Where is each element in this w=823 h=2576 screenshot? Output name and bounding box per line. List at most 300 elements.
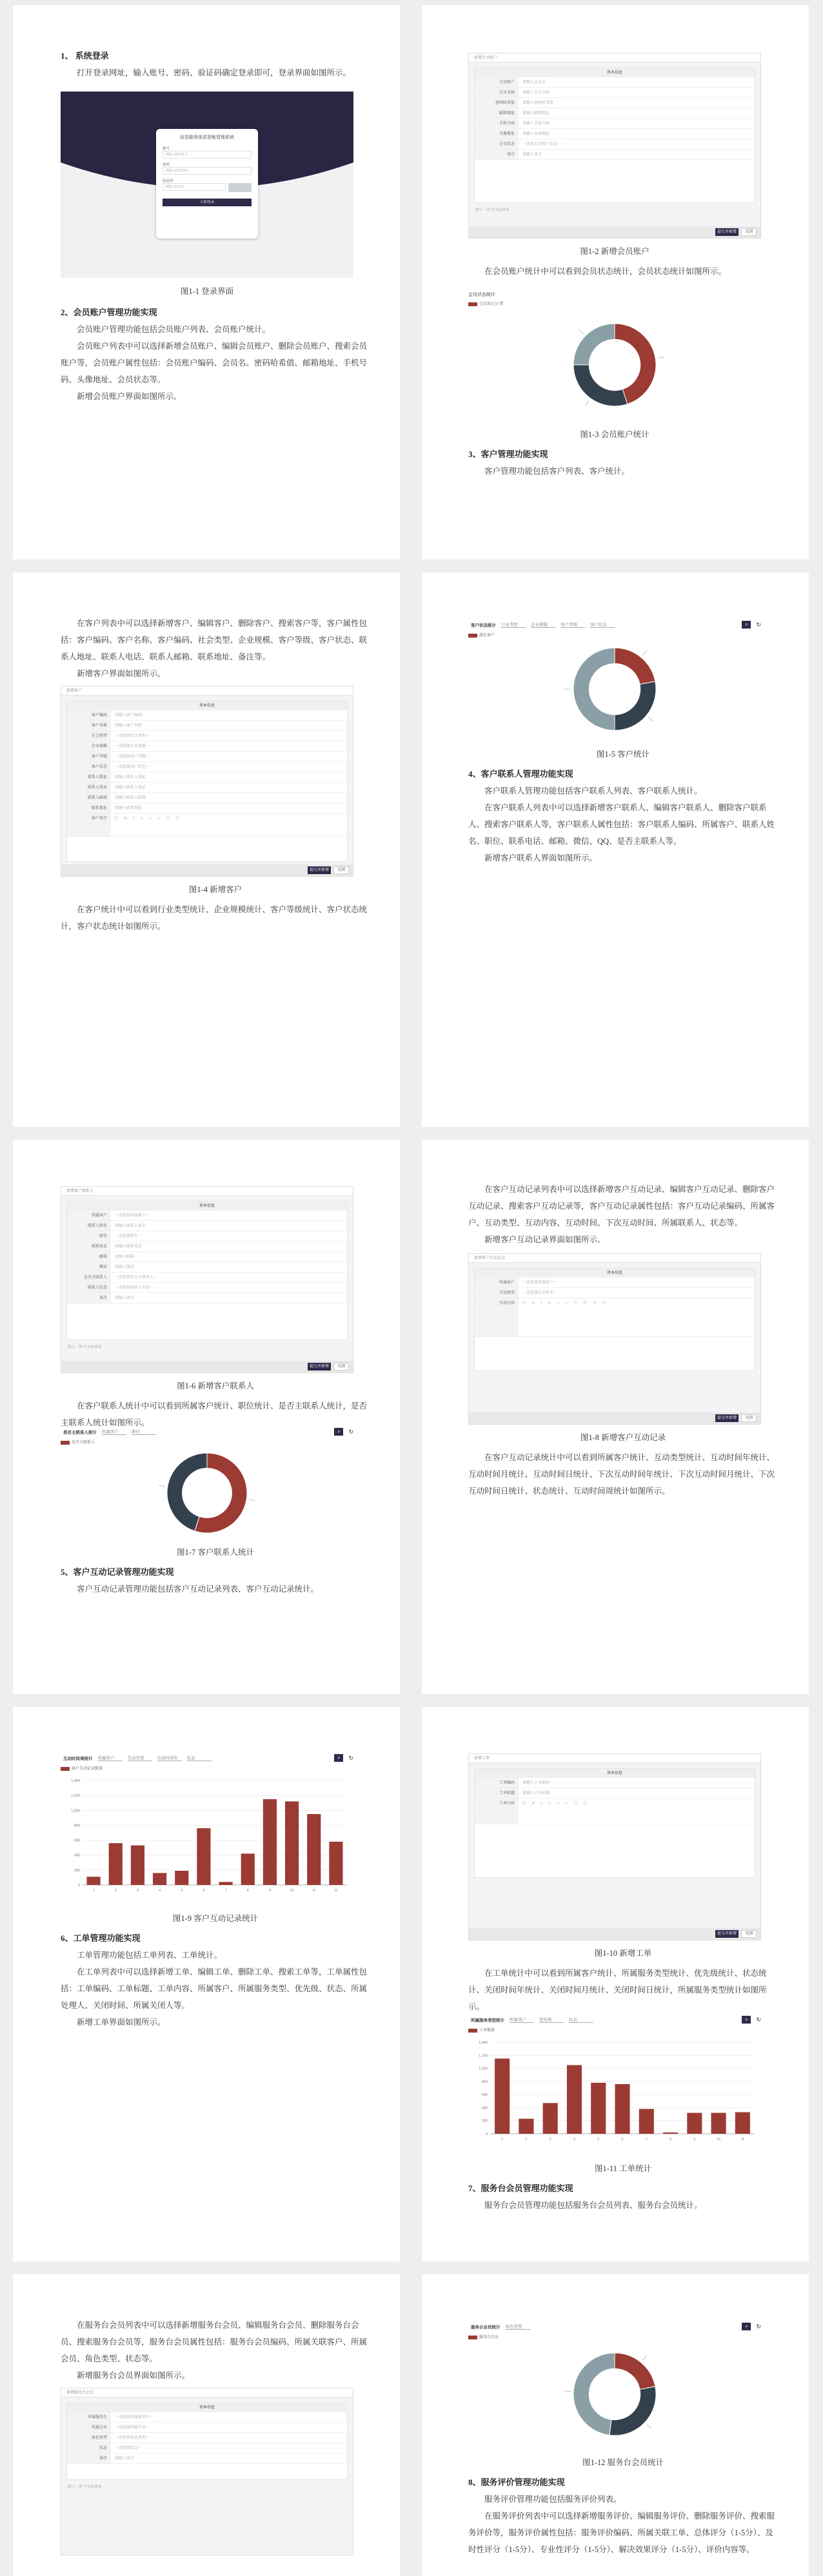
rich-text-editor[interactable]: ☐ B I U ≡ ≡ ☐ ☐ [522,1802,590,1806]
legend-label: 已启用/已正常 [479,302,504,306]
figure-caption: 图1-6 新增客户联系人 [177,1381,254,1390]
bar [131,1846,144,1885]
bar [543,2103,558,2134]
username-label: 账号 [163,147,170,151]
field-input[interactable]: 请输入邮箱地址 [522,112,550,115]
field-input[interactable]: 请输入联系人姓名 [115,1224,146,1228]
filter-select[interactable]: 行业类型 [501,621,526,628]
form-row [67,731,347,741]
refresh-icon[interactable]: ↻ [756,2016,761,2023]
bar [307,1814,321,1885]
field-input[interactable]: 一请选择是否主联系人一 [115,1276,158,1280]
submit-button[interactable]: 提交并新增 [308,1363,331,1371]
document-page-2 [422,5,809,560]
form-row [475,1788,755,1799]
section-heading: 2、会员账户管理功能实现 [61,307,157,317]
y-tick-label: 600 [74,1839,80,1843]
legend-label: 工单数量 [479,2029,495,2033]
legend-swatch [468,302,477,306]
username-input[interactable]: 请输入您的账号 [163,151,252,159]
field-input[interactable]: 一请选择角色类型一 [115,2436,150,2440]
field-label: 联系人电话 [67,783,111,792]
bar [735,2113,750,2134]
refresh-icon[interactable]: ↻ [348,1754,353,1761]
dialog-footer [469,226,760,238]
legend-label: 是否主联系人 [72,1441,95,1445]
paragraph: 在服务台会员列表中可以选择新增服务台会员、编辑服务台会员、删除服务台会员、搜索服务台会员等，服务台会员属性包括：服务台会员编码、所属关联客户、所属会员、角色类型、状态等。 [61,2321,368,2363]
form-row [475,88,755,98]
bar [687,2113,702,2134]
paragraph: 在客户统计中可以看到行业类型统计、企业规模统计、客户等级统计、客户状态统计，客户状态统计如图所示。 [61,905,368,931]
bar [663,2132,678,2134]
bar [263,1799,277,1885]
bar [219,1882,232,1885]
chart-legend [468,2334,761,2339]
y-tick-label: 200 [481,2119,488,2123]
x-tick-label: 9 [693,2138,696,2142]
y-tick-label: 600 [481,2093,488,2098]
field-label: 状态 [67,2443,111,2453]
field-label: 会员名称 [475,88,519,97]
paragraph: 客户管理功能包括客户列表、客户统计。 [484,467,630,476]
paragraph: 服务评价管理功能包括服务评价列表。 [484,2495,622,2504]
form-row [475,119,755,129]
legend-swatch [468,2336,477,2339]
legend-label: 客户互动记录数量 [72,1767,103,1771]
slice-leader-line [564,2391,571,2392]
paragraph: 在服务评价列表中可以选择新增服务评价、编辑服务评价、删除服务评价、搜索服务评价等，服务评价属性包括：服务评价编码、所属关联工单、总体评分（1-5分）、及时性评分（1-5分）、专业性评分（1-5分）、解决效果评分（1-5分）、评价内容等。 [468,2512,775,2554]
field-input[interactable]: 请输入微信 [115,1265,135,1269]
form-row [67,752,347,762]
login-screenshot [61,92,353,278]
close-button[interactable]: 关闭 [741,228,757,236]
search-icon[interactable]: ⌕ [742,621,751,629]
y-tick-label: 200 [74,1868,80,1873]
login-button[interactable]: 立即登录 [163,199,252,206]
x-tick-label: 7 [224,1889,227,1893]
submit-button[interactable]: 提交并新增 [715,1414,739,1422]
paragraph: 工单管理功能包括工单列表、工单统计。 [77,1951,223,1960]
dialog-title: 新增客户联系人 [61,1187,353,1196]
add-ticket-screenshot [468,1753,761,1940]
dialog-footer [469,1412,760,1424]
refresh-icon[interactable]: ↻ [756,621,761,628]
legend-swatch [468,634,477,638]
form-row [67,803,347,814]
y-tick-label: 1,400 [71,1779,80,1783]
x-tick-label: 8 [669,2138,671,2142]
field-label: 工单标题 [475,1788,519,1798]
bar [591,2083,606,2134]
document-page-6 [422,1140,809,1694]
section-heading: 7、服务台会员管理功能实现 [468,2183,573,2193]
x-tick-label: 5 [597,2138,600,2142]
form-panel [474,1268,755,1371]
x-tick-label: 9 [269,1889,271,1893]
x-tick-label: 11 [740,2138,744,2142]
field-label: 社会类型 [67,731,111,741]
slice-leader-line [585,400,589,405]
form-row [475,98,755,108]
donut-slice [573,2353,615,2435]
field-label: 联系人邮箱 [67,793,111,803]
filter-select[interactable]: 职位 [132,1429,156,1435]
filter-select[interactable]: 客户状态 [590,621,615,628]
field-input[interactable]: 请输入会员名称 [522,91,550,95]
donut-chart [61,1448,353,1538]
donut-chart [468,313,761,416]
donut-slice [615,681,656,730]
form-row [67,2423,347,2433]
field-input[interactable]: 一请选择联系人状态一 [115,1286,154,1290]
search-icon[interactable]: ⌕ [334,1428,343,1436]
chart-legend [468,632,761,638]
form-row [67,721,347,731]
form-section-title: 基本信息 [475,1269,755,1278]
refresh-icon[interactable]: ↻ [348,1428,353,1435]
bar [495,2058,510,2134]
field-input[interactable]: 请输入密码哈希值 [522,101,554,105]
field-label: 微信 [67,1262,111,1272]
field-input[interactable]: 一请选择互动类型一 [522,1291,558,1295]
paragraph: 在客户互动记录统计中可以看到所属客户统计、互动类型统计、互动时间年统计、互动时间月统计、互动时间日统计、下次互动时间年统计、下次互动时间月统计、下次互动时间日统计、状态统计、互动时间周统计如图所示。 [468,1453,775,1496]
document-page-10 [422,2274,809,2576]
form-row [475,129,755,139]
form-note: 提示：带*号为必填项 [475,208,510,212]
paragraph: 在客户联系人列表中可以选择新增客户联系人、编辑客户联系人、删除客户联系人、搜索客户联系人等，客户联系人属性包括：客户联系人编码、所属客户、联系人姓名、职位、联系电话、邮箱、微信、QQ、是否主联系人等。 [468,803,775,846]
section-heading: 8、服务评价管理功能实现 [468,2477,565,2487]
field-input[interactable]: 请输入联系电话 [115,1245,143,1249]
field-label: 备注 [67,1293,111,1303]
field-label: 密码哈希值 [475,98,519,108]
y-tick-label: 1,400 [479,2041,488,2045]
form-row [475,1278,755,1288]
section-heading: 1、 系统登录 [61,51,109,61]
paragraph: 会员账户管理功能包括会员账户列表、会员账户统计。 [77,325,271,334]
x-tick-label: 5 [181,1889,183,1893]
x-tick-label: 2 [114,1889,117,1893]
paragraph: 在客户列表中可以选择新增客户、编辑客户、删除客户、搜索客户等，客户属性包括：客户编码、客户名称、客户编码、社会类型、企业规模、客户等级、客户状态、联系人地址、联系人电话、联系人邮箱、联系地址、备注等。 [61,619,368,661]
rich-text-editor[interactable]: ☐ B I U ≡ ≡ ☐ ☐ ☐ ☐ [522,1302,609,1305]
paragraph: 在会员账户统计中可以看到会员状态统计，会员状态统计如图所示。 [484,267,727,276]
interaction-week-chart [61,1751,353,1906]
field-label: 备注 [475,150,519,159]
chart-toolbar [468,618,761,632]
dialog-title: 新增工单 [469,1754,760,1763]
chart-toolbar [61,1751,353,1765]
paragraph: 会员账户列表中可以选择新增会员账户、编辑会员账户、删除会员账户、搜索会员账户等，会员账户属性包括：会员账户编码、会员名、密码哈希值、邮箱地址、手机号码、头像地址、会员状态等。 [61,342,368,384]
paragraph: 在客户互动记录列表中可以选择新增客户互动记录、编辑客户互动记录、删除客户互动记录、搜索客户互动记录等，客户互动记录属性包括：客户互动记录编码、所属客户、互动类型、互动内容、互动时间、下次互动时间、所属联系人、状态等。 [468,1185,775,1227]
field-label: 工单内容 [475,1799,519,1824]
field-input[interactable]: 请输入备注 [115,1296,135,1300]
chart-title: 会员状态统计 [468,293,495,297]
field-label: 联系地址 [67,803,111,813]
field-input[interactable]: 一请选择客户等级一 [115,755,150,759]
chart-toolbar [468,2013,761,2027]
submit-button[interactable]: 提交并新增 [308,866,331,874]
y-tick-label: 1,000 [71,1809,80,1813]
login-card [156,129,258,239]
field-label: 联系人地址 [67,772,111,782]
close-button[interactable]: 关闭 [333,866,349,874]
field-label: 联系人状态 [67,1283,111,1293]
filter-select[interactable]: 所属客户 [510,2016,534,2023]
field-label: 头像地址 [475,129,519,139]
search-icon[interactable]: ⌕ [742,2016,751,2024]
form-panel [66,1201,348,1340]
field-input[interactable]: 请输入联系人地址 [115,776,146,779]
y-tick-label: 800 [74,1824,80,1828]
field-label: 邮箱 [67,1252,111,1262]
chart-toolbar [468,2319,761,2334]
form-row [67,2433,347,2443]
form-row [67,762,347,772]
paragraph: 在工单列表中可以选择新增工单、编辑工单、删除工单、搜索工单等，工单属性包括：工单编码、工单标题、工单内容、所属客户、所属服务类型、优先级、状态、所属处理人、关闭时间、所属关闭人等。 [61,1967,368,2010]
bar [197,1828,210,1885]
form-row [67,1252,347,1262]
legend-swatch [468,2029,477,2033]
y-tick-label: 800 [481,2080,488,2084]
form-row [475,1799,755,1824]
dialog-title: 新增客户 [61,687,353,696]
field-input[interactable]: 请输入联系人邮箱 [115,796,146,800]
donut-slice [615,648,655,685]
field-label: 客户等级 [67,752,111,761]
y-tick-label: 400 [481,2106,488,2111]
paragraph: 新增客户界面如图所示。 [77,669,166,678]
close-button[interactable]: 关闭 [741,1930,757,1938]
form-section-title: 基本信息 [67,1202,347,1211]
section-heading: 5、客户互动记录管理功能实现 [61,1567,174,1577]
field-input[interactable]: 请输入备注 [115,2457,135,2461]
filter-select[interactable]: 所属客户 [102,1429,126,1435]
slice-leader-line [658,357,664,358]
figure-caption: 图1-4 新增客户 [188,885,243,894]
figure-caption: 图1-8 新增客户互动记录 [580,1433,666,1442]
field-label: 所属客户 [475,1278,519,1287]
chart-legend [61,1439,353,1445]
y-tick-label: 0 [485,2132,488,2136]
main-contact-chart [61,1425,353,1541]
slice-leader-line [249,1499,255,1501]
bar [519,2119,533,2134]
field-input[interactable]: 一请选择所属会员一 [115,2426,150,2430]
field-label: 所属会员 [67,2423,111,2432]
field-input[interactable]: 一请选择社会类型一 [115,734,150,738]
field-input[interactable]: 请输入工单标题 [522,1791,550,1795]
close-button[interactable]: 关闭 [333,1363,349,1371]
field-label: 手机号码 [475,119,519,128]
filter-select[interactable]: 互动时间年 [157,1755,182,1761]
form-row [67,772,347,783]
paragraph: 客户互动记录管理功能包括客户互动记录列表、客户互动记录统计。 [77,1585,319,1594]
add-contact-screenshot [61,1186,353,1373]
field-label: 角色类型 [67,2433,111,2443]
form-section-title: 基本信息 [475,68,755,77]
paragraph: 新增客户联系人界面如图所示。 [484,854,598,863]
paragraph: 新增服务台会员界面如图所示。 [77,2371,190,2380]
field-label: 客户状态 [67,762,111,772]
field-input[interactable]: 请输入头像地址 [522,132,550,136]
donut-slice [573,365,628,406]
x-tick-label: 7 [645,2138,648,2142]
field-input[interactable]: 请输入会员名 [522,81,546,84]
paragraph: 新增会员账户界面如图所示。 [77,392,182,401]
figure-caption: 图1-10 新增工单 [594,1949,652,1958]
chart-legend [468,300,761,306]
legend-label: 服务台会员 [479,2336,499,2339]
field-input[interactable]: 请输入邮箱 [115,1255,135,1259]
form-row [67,1262,347,1273]
submit-button[interactable]: 提交并新增 [715,228,739,236]
dialog-footer [61,1361,353,1372]
filter-select[interactable]: 互动类型 [128,1755,152,1761]
form-section-title: 基本信息 [67,2403,347,2412]
form-panel [66,701,348,862]
form-row [67,1211,347,1221]
field-label: 所属服务台 [67,2412,111,2422]
filter-select[interactable]: 角色类型 [506,2323,530,2330]
form-row [67,741,347,752]
form-row [475,150,755,160]
field-input[interactable]: 请输入客户名称 [115,724,143,728]
section-heading: 6、工单管理功能实现 [61,1933,141,1943]
figure-caption: 图1-7 客户联系人统计 [177,1548,254,1557]
chart-title: 互动时间周统计 [63,1756,93,1761]
form-row [475,1288,755,1298]
field-label: 工单编码 [475,1778,519,1788]
captcha-input[interactable]: 请输入验证码 [163,183,226,191]
captcha-label: 验证码 [163,179,174,183]
filter-select[interactable]: 客户等级 [560,621,585,628]
section-heading: 3、客户管理功能实现 [468,449,548,459]
figure-caption: 图1-1 登录界面 [180,287,234,296]
figure-caption: 图1-2 新增会员账户 [580,247,649,256]
y-tick-label: 1,200 [71,1794,80,1799]
x-tick-label: 6 [621,2138,624,2142]
field-input[interactable]: 一请选择状态一 [115,2446,143,2450]
dialog-footer [61,864,353,876]
bar [711,2113,726,2134]
add-member-screenshot [468,53,761,239]
field-label: 会员账户 [475,77,519,87]
x-tick-label: 10 [290,1889,294,1893]
field-input[interactable]: 一请选择客户状态一 [115,765,150,769]
field-label: 客户编码 [67,710,111,720]
field-input[interactable]: 请输入备注 [522,153,542,157]
x-tick-label: 3 [137,1889,139,1893]
field-input[interactable]: 请输入工单编码 [522,1781,550,1785]
paragraph: 新增工单界面如图所示。 [77,2018,166,2027]
service-type-chart [468,2013,761,2154]
slice-leader-line [648,717,653,721]
refresh-icon[interactable]: ↻ [756,2323,761,2330]
chart-title: 是否主联系人统计 [63,1430,97,1435]
field-input[interactable]: 一请选择企业规模一 [115,745,150,748]
form-row [67,783,347,793]
field-input[interactable]: 一选择会员账户状态一 [522,142,562,146]
document-page-5 [13,1140,400,1694]
chart-toolbar [61,1425,353,1439]
field-input[interactable]: 一请选择职位一 [115,1234,143,1238]
field-input[interactable]: 请输入客户编码 [115,714,143,717]
x-tick-label: 10 [717,2138,720,2142]
member-status-chart [468,291,761,420]
slice-leader-line [642,2356,646,2361]
paragraph: 新增客户互动记录界面如图所示。 [484,1235,606,1244]
field-input[interactable]: 请输入联系人电话 [115,786,146,790]
field-input[interactable]: 请输入手机号码 [522,122,550,126]
form-note: 提示：带*号为必填项 [68,1345,102,1349]
donut-chart [468,641,761,737]
filter-select[interactable]: 状态 [187,1755,212,1761]
paragraph: 在客户联系人统计中可以看到所属客户统计、职位统计、是否主联系人统计，是否主联系人统计如图所示。 [61,1401,368,1427]
submit-button[interactable]: 提交并新增 [715,1930,739,1938]
form-note: 提示：带*号为必填项 [68,2485,102,2489]
password-input[interactable]: 请输入您的密码 [163,167,252,175]
search-icon[interactable]: ⌕ [334,1754,343,1762]
slice-leader-line [159,1485,165,1487]
paragraph: 客户联系人管理功能包括客户联系人列表、客户联系人统计。 [484,786,702,795]
form-row [67,814,347,837]
field-input[interactable]: 一请选择所属客户一 [115,1214,150,1218]
add-desk-member-screenshot [61,2388,353,2555]
form-row [475,77,755,88]
bar [567,2065,582,2134]
x-tick-label: 3 [549,2138,551,2142]
customer-status-chart [468,618,761,740]
form-section-title: 基本信息 [475,1769,755,1778]
filter-select[interactable]: 所属客户 [98,1755,123,1761]
donut-slice [615,2353,655,2390]
form-row [475,139,755,150]
search-icon[interactable]: ⌕ [742,2323,751,2330]
slice-leader-line [647,2425,651,2429]
filter-select[interactable]: 企业规模 [531,621,555,628]
form-panel [474,1768,755,1878]
field-label: 客户名称 [67,721,111,730]
field-label: 邮箱地址 [475,108,519,118]
form-panel [474,68,755,203]
login-title: 信息服务体系智能管理系统 [180,135,234,140]
captcha-image[interactable] [228,183,252,192]
field-label: 联系电话 [67,1242,111,1251]
form-row [67,1242,347,1252]
bar [329,1842,342,1885]
x-tick-label: 2 [525,2138,528,2142]
donut-slice [573,648,615,730]
x-tick-label: 8 [246,1889,249,1893]
filter-select[interactable]: 优先级 [539,2016,564,2023]
field-input[interactable]: 一请选择所属服务台一 [115,2415,154,2419]
field-input[interactable]: 请输入联系地址 [115,806,143,810]
document-page-7 [13,1707,400,2261]
bar [153,1873,166,1885]
field-input[interactable]: 一请选择所属客户一 [522,1281,558,1285]
form-row [67,1293,347,1303]
figure-caption: 图1-5 客户统计 [596,750,650,759]
filter-select[interactable]: 状态 [569,2016,593,2023]
close-button[interactable]: 关闭 [741,1414,757,1422]
rich-text-editor[interactable]: ☐ B I U ≡ ≡ ☐ ☐ [115,817,182,821]
x-tick-label: 4 [573,2138,575,2142]
field-label: 企业规模 [67,741,111,751]
field-label: 是否主联系人 [67,1273,111,1282]
donut-slice [610,2386,656,2435]
bar [86,1877,100,1885]
legend-swatch [61,1441,70,1445]
field-label: 职位 [67,1231,111,1241]
